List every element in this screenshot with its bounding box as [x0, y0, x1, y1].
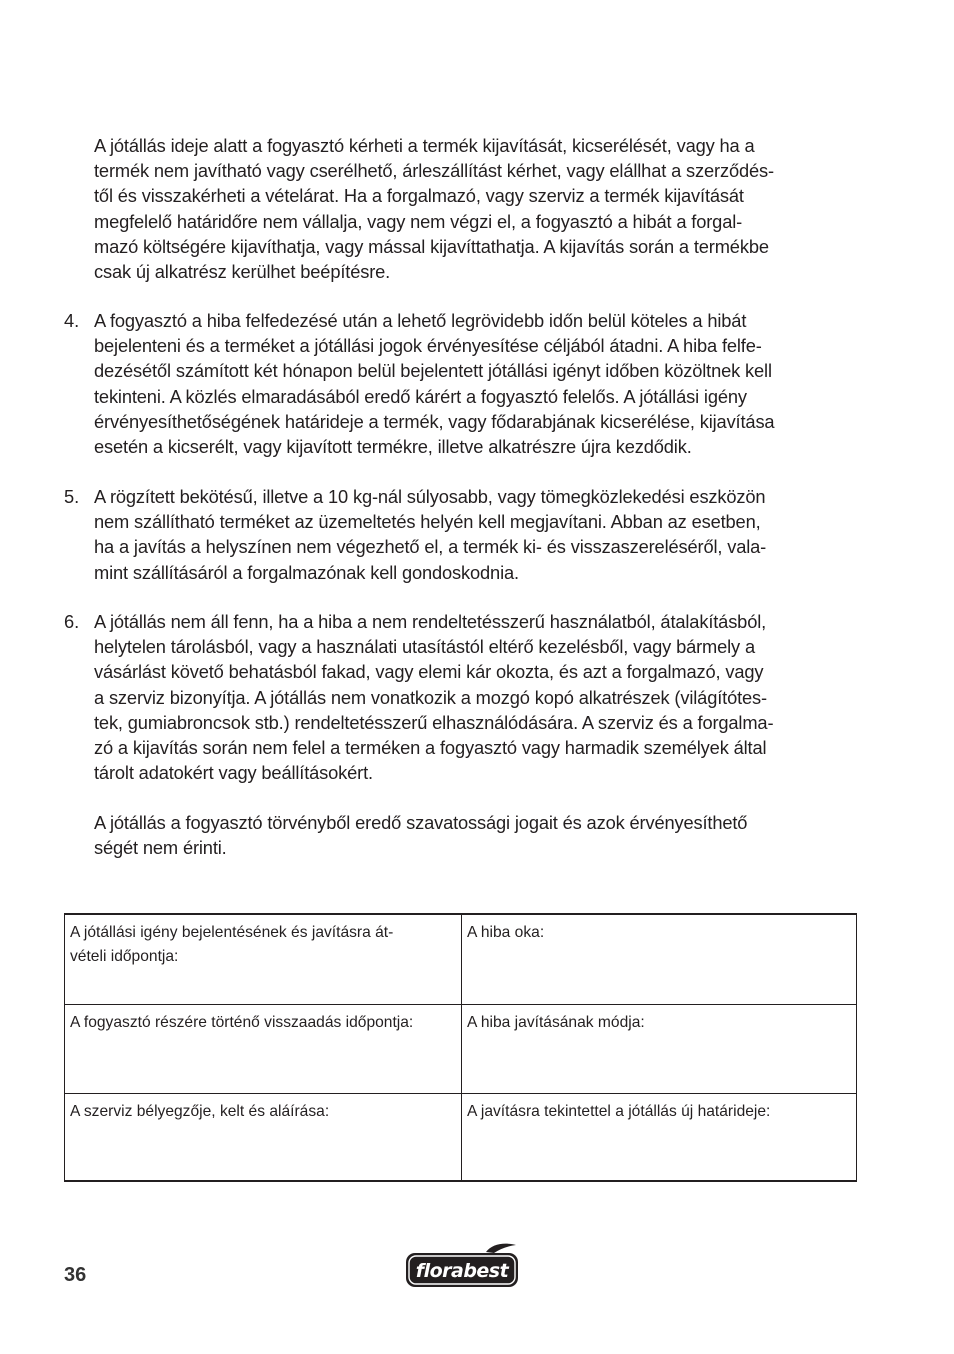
text-line: A fogyasztó a hiba felfedezésé után a lehető legrövidebb időn belül köteles a hibát [94, 310, 747, 331]
text-line: helytelen tárolásból, vagy a használati utasítástól eltérő kezelésből, vagy bármely a [94, 636, 755, 658]
text-line: A jótállás a fogyasztó törvényből eredő szavatossági jogait és azok érvényesíthető [94, 812, 748, 833]
new-deadline-cell[interactable] [462, 1094, 857, 1182]
text-line: zó a kijavítás során nem felel a terméken a fogyasztó vagy harmadik személyek által [94, 737, 767, 759]
text-line: mint szállításáról a forgalmazónak kell gondoskodnia. [94, 561, 519, 583]
item-4-paragraph [94, 308, 858, 459]
text-line: esetén a kicserélt, vagy kijavított termékre, illetve alkatrészre újra kezdődik. [94, 436, 692, 458]
cell-label: A szerviz bélyegzője, kelt és aláírása: [70, 1103, 330, 1120]
table-row [65, 1005, 857, 1094]
fault-cause-cell[interactable] [462, 914, 857, 1005]
text-line: ségét nem érinti. [94, 837, 227, 859]
logo-leaf-icon [486, 1244, 516, 1253]
item-6-paragraph [94, 609, 858, 785]
table-row [65, 914, 857, 1005]
return-date-cell[interactable] [65, 1005, 462, 1094]
intro-paragraph [94, 133, 858, 284]
text-line: A jótállás ideje alatt a fogyasztó kérheti a termék kijavítását, kicserélését, vagy ha a [94, 135, 755, 156]
page-number: 36 [64, 1264, 87, 1286]
logo-text: florabest [415, 1260, 509, 1282]
text-line: A jótállás nem áll fenn, ha a hiba a nem rendeltetésszerű használatból, átalakításból, [94, 611, 767, 632]
repair-method-cell[interactable] [462, 1005, 857, 1094]
cell-label: A hiba javításának módja: [467, 1014, 645, 1031]
warranty-repair-table [64, 913, 857, 1182]
text-line: től és visszakérheti a vételárat. Ha a forgalmazó, vagy szerviz a termék kijavítását [94, 185, 744, 207]
cell-label: vételi időpontja: [70, 948, 179, 965]
cell-label: A jótállási igény bejelentésének és javításra át- [70, 924, 394, 941]
text-line: csak új alkatrész kerülhet beépítésre. [94, 261, 391, 283]
item-5-paragraph [94, 484, 858, 585]
text-line: tekinteni. A közlés elmaradásából eredő kárért a fogyasztó felelős. A jótállási igény [94, 385, 747, 407]
item-number-4: 4. [64, 310, 80, 331]
text-line: termék nem javítható vagy cserélhető, árleszállítást kérhet, vagy elállhat a szerződés- [94, 160, 774, 182]
text-line: mazó költségére kijavíthatja, vagy mással kijavíttathatja. A kijavítás során a termékbe [94, 235, 769, 257]
text-line: dezésétől számított két hónapon belül bejelentett jótállási igényt időben közöltnek kell [94, 360, 772, 382]
text-line: ha a javítás a helyszínen nem végezhető el, a termék ki- és visszaszereléséről, vala- [94, 536, 767, 558]
text-line: A rögzített bekötésű, illetve a 10 kg-nál súlyosabb, vagy tömegközlekedési eszközön [94, 486, 766, 507]
cell-label: A fogyasztó részére történő visszaadás időpontja: [70, 1014, 414, 1031]
text-line: nem szállítható terméket az üzemeltetés helyén kell megjavítani. Abban az esetben, [94, 511, 761, 533]
closing-paragraph [94, 810, 858, 860]
cell-label: A javításra tekintettel a jótállás új határideje: [467, 1103, 771, 1120]
item-number-6: 6. [64, 611, 80, 632]
table-row [65, 1094, 857, 1182]
text-line: tek, gumiabroncsok stb.) rendeltetésszerű elhasználódására. A szerviz és a forgalma- [94, 711, 774, 733]
service-stamp-cell[interactable] [65, 1094, 462, 1182]
text-line: megfelelő határidőre nem vállalja, vagy nem végzi el, a fogyasztó a hibát a forgal- [94, 210, 743, 232]
text-line: a szerviz bizonyítja. A jótállás nem vonatkozik a mozgó kopó alkatrészek (világítótes- [94, 686, 767, 708]
text-line: tárolt adatokért vagy beállításokért. [94, 762, 373, 784]
text-line: vásárlást követő behatásból fakad, vagy elemi kár okozta, és azt a forgalmazó, vagy [94, 661, 764, 683]
florabest-logo [404, 1243, 520, 1289]
claim-date-cell[interactable] [65, 914, 462, 1005]
cell-label: A hiba oka: [467, 924, 545, 941]
text-line: érvényesíthetőségének határideje a termék, vagy fődarabjának kicserélése, kijavítása [94, 410, 775, 432]
item-number-5: 5. [64, 486, 80, 507]
text-line: bejelenteni és a terméket a jótállási jogok érvényesítése céljából átadni. A hiba felfe- [94, 335, 762, 357]
